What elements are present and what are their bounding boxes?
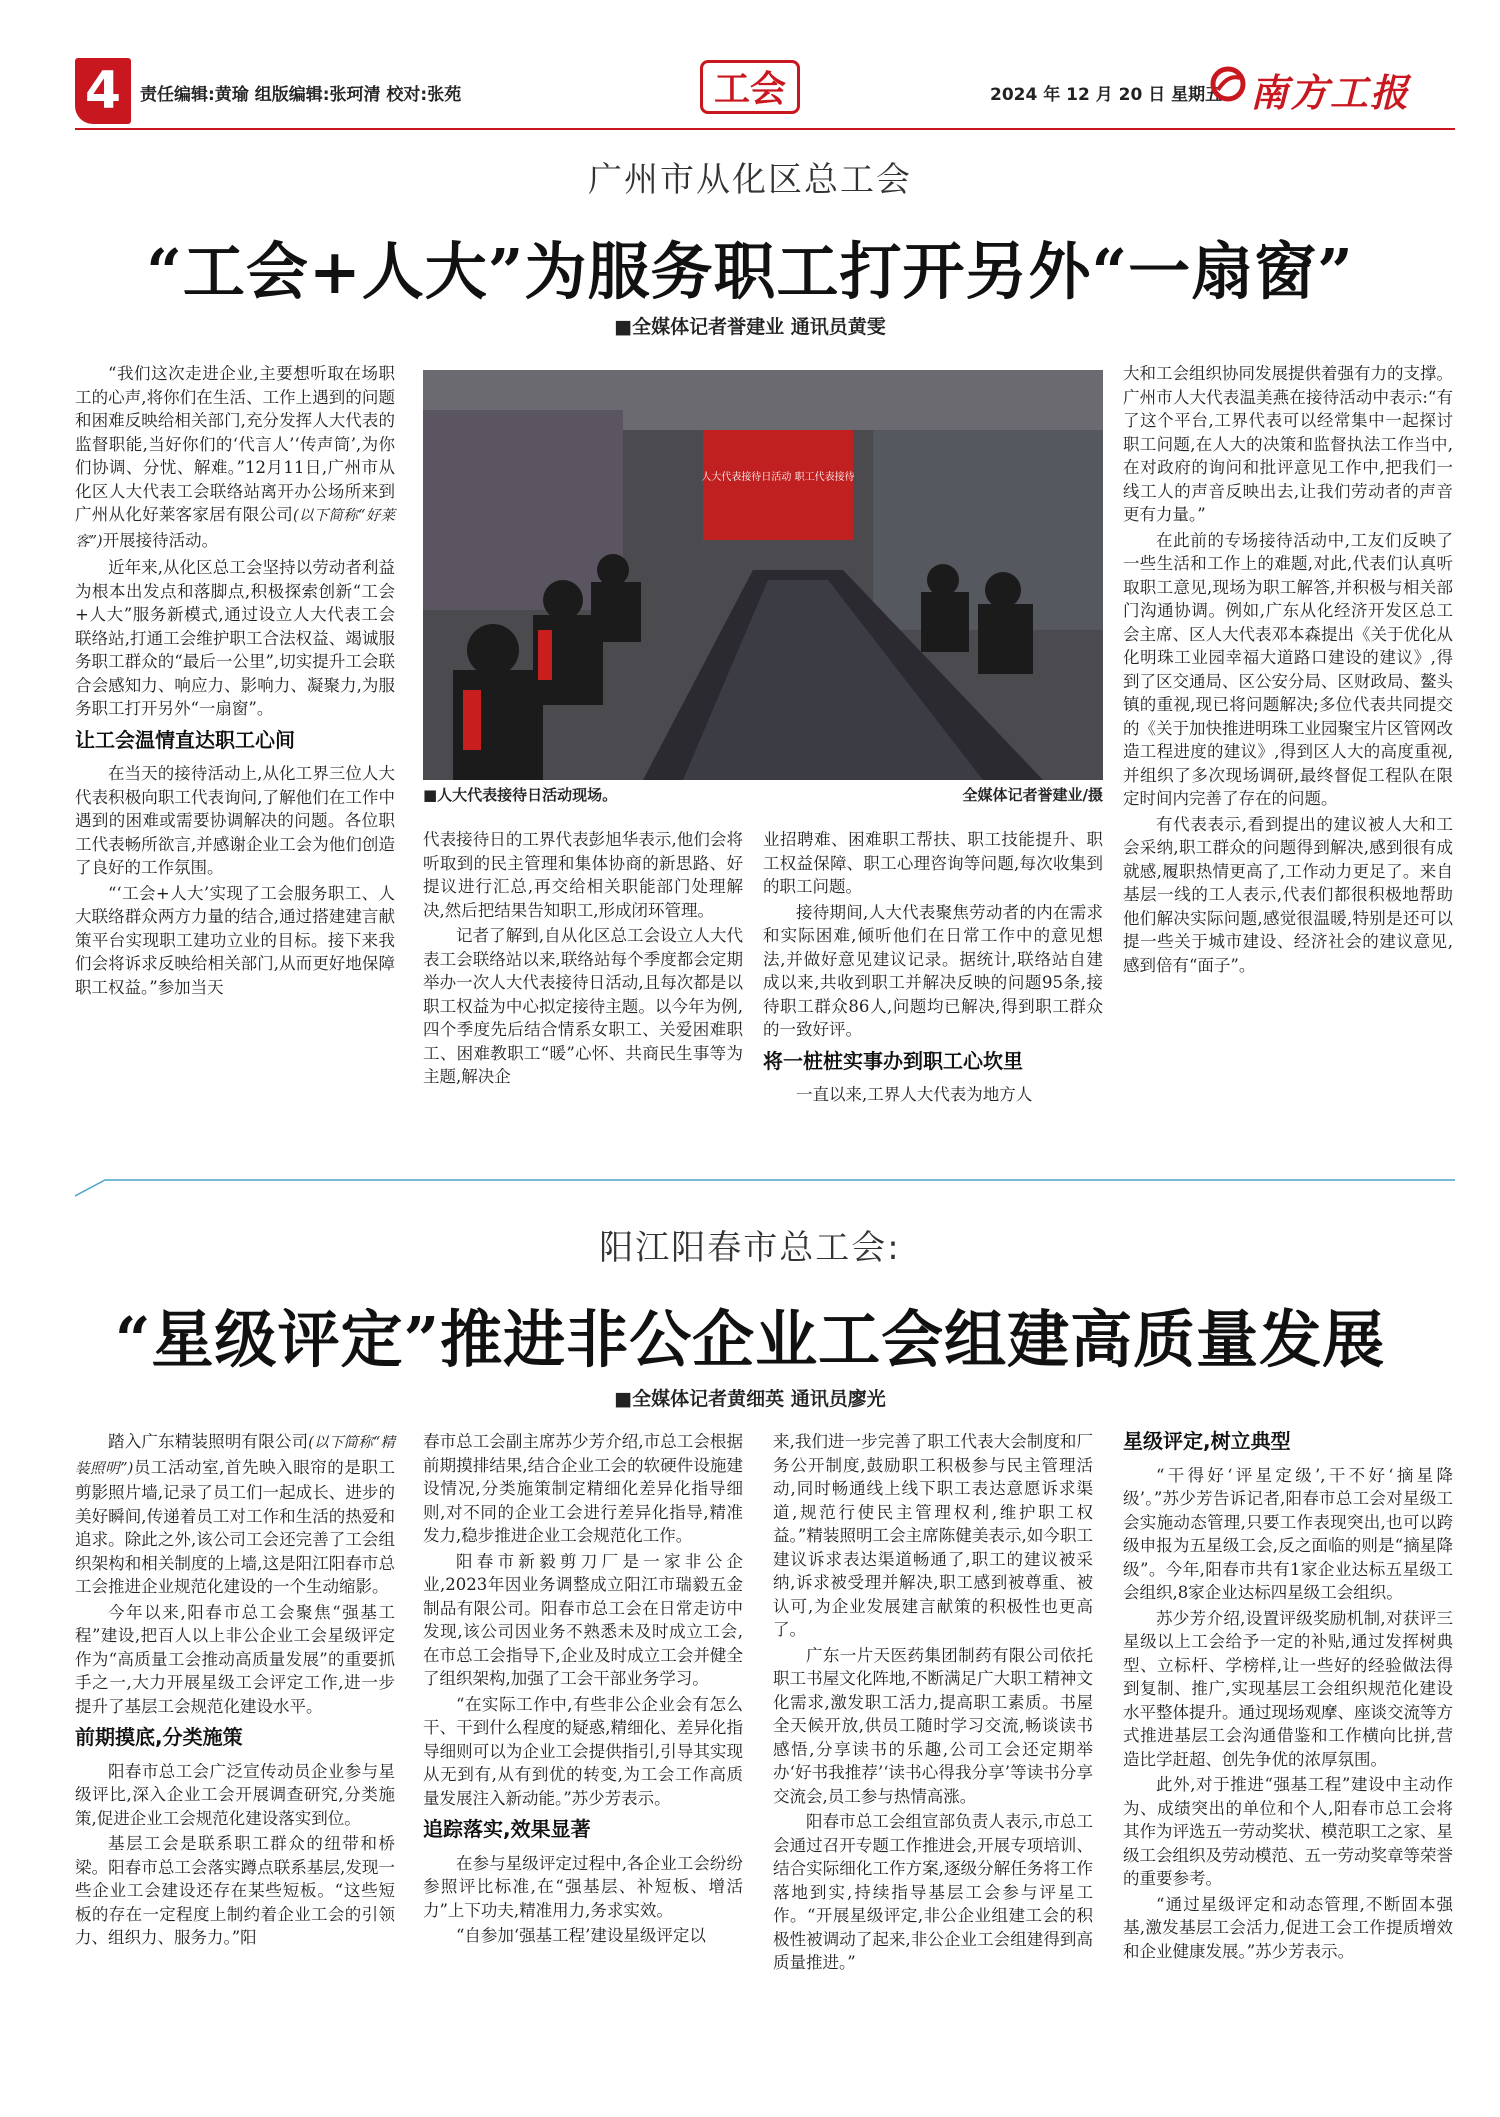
meeting-room-image — [423, 370, 1103, 780]
article2-subheading-2: 追踪落实,效果显著 — [423, 1817, 591, 1841]
header-rule — [75, 128, 1455, 130]
article2-column-2: 春市总工会副主席苏少芳介绍,市总工会根据前期摸排结果,结合企业工会的软硬件设施建设情况,分类施策制定精细化差异化指导细则,对不同的企业工会进行差异化指导,精准发力,稳步推进企业工会规范化工作。 阳春市新毅剪刀厂是一家非公企业,2023年因业务调整成立阳江市瑞毅五金制品有限公司。阳春市总工会在日常走访中发现,该公司因业务不熟悉未及时成立工会,在市总工会指导下,企业及时成立工会并健全了组织架构,加强了工会干部业务学习。 “在实际工作中,有些非公企业会有怎么干、干到什么程度的疑惑,精细化、差异化指导细则可以为企业工会提供指引,引导其实现从无到有,从有到优的转变,为工会工作高质量发展注入新动能。”苏少芳表示。 追踪落实,效果显著 在参与星级评定过程中,各企业工会纷纷参照评比标准,在“强基层、补短板、增活力”上下功夫,精准用力,务求实效。 “自参加‘强基工程’建设星级评定以 — [423, 1432, 743, 1945]
article2-subhead: 阳江阳春市总工会: — [599, 1228, 901, 1268]
photo-caption: ■人大代表接待日活动现场。 — [423, 786, 618, 804]
page-header — [0, 0, 1500, 130]
issue-date: 2024 年 12 月 20 日 星期五 — [990, 85, 1223, 105]
article1-byline: ■全媒体记者誉建业 通讯员黄雯 — [614, 316, 886, 338]
article1-subheading-1: 让工会温情直达职工心间 — [75, 727, 295, 752]
article1-photo — [423, 370, 1103, 780]
photo-banner-text: 人大代表接待日活动 职工代表接待 — [701, 472, 855, 483]
logo-swirl-icon — [1210, 66, 1246, 102]
article1-subheading-2: 将一桩桩实事办到职工心坎里 — [763, 1048, 1023, 1073]
article2-subheading-3: 星级评定,树立典型 — [1123, 1429, 1291, 1453]
editor-credits: 责任编辑:黄瑜 组版编辑:张珂清 校对:张苑 — [140, 85, 462, 105]
article2-column-3: 来,我们进一步完善了职工代表大会制度和厂务公开制度,鼓励职工积极参与民主管理活动,同时畅通线上线下职工表达意愿诉求渠道,规范行使民主管理权利,维护职工权益。”精装照明工会主席陈健美表示,如今职工建议诉求表达渠道畅通了,职工的建议被采纳,诉求被受理并解决,职工感到被尊重、被认可,为企业发展建言献策的积极性也更高了。 广东一片天医药集团制药有限公司依托职工书屋文化阵地,不断满足广大职工精神文化需求,激发职工活力,提高职工素质。书屋全天候开放,供员工随时学习交流,畅谈读书感悟,分享读书的乐趣,公司工会还定期举办‘好书我推荐’‘读书心得我分享’等读书分享交流会,员工参与热情高涨。 阳春市总工会组宣部负责人表示,市总工会通过召开专题工作推进会,开展专项培训、结合实际细化工作方案,逐级分解任务将工作落地到实,持续指导基层工会参与评星工作。“开展星级评定,非公企业组建工会的积极性被调动了起来,非公企业工会组建得到高质量推进。” — [773, 1432, 1093, 1972]
section-divider — [75, 1178, 1455, 1198]
article2-column-4: 星级评定,树立典型 “干得好‘评星定级’,干不好‘摘星降级’。”苏少芳告诉记者,阳春市总工会对星级工会实施动态管理,只要工作表现突出,也可以跨级申报为五星级工会,反之面临的则是“摘星降级”。今年,阳春市共有1家企业达标五星级工会组织,8家企业达标四星级工会组织。 苏少芳介绍,设置评级奖励机制,对获评三星级以上工会给予一定的补贴,通过发挥树典型、立标杆、学榜样,让一些好的经验做法得到复制、推广,实现基层工会组织规范化建设水平整体提升。通过现场观摩、座谈交流等方式推进基层工会沟通借鉴和工作横向比拼,营造比学赶超、创先争优的浓厚氛围。 此外,对于推进“强基工程”建设中主动作为、成绩突出的单位和个人,阳春市总工会将其作为评选五一劳动奖状、模范职工之家、星级工会组织及劳动模范、五一劳动奖章等荣誉的重要参考。 “通过星级评定和动态管理,不断固本强基,激发基层工会活力,促进工会工作提质增效和企业健康发展。”苏少芳表示。 — [1123, 1429, 1453, 1961]
article2-headline: “星级评定”推进非公企业工会组建高质量发展 — [114, 1303, 1386, 1376]
article1-subhead: 广州市从化区总工会 — [588, 160, 912, 200]
article1-column-2: 代表接待日的工界代表彭旭华表示,他们会将听取到的民主管理和集体协商的新思路、好提议进行汇总,再交给相关职能部门处理解决,然后把结果告知职工,形成闭环管理。 记者了解到,自从化区总工会设立人大代表工会联络站以来,联络站每个季度都会定期举办一次人大代表接待日活动,且每次都是以职工权益为中心拟定接待主题。以今年为例,四个季度先后结合情系女职工、关爱困难职工、困难教职工“暖”心怀、共商民生事等为主题,解决企 — [423, 830, 743, 1086]
article2-byline: ■全媒体记者黄细英 通讯员廖光 — [614, 1388, 886, 1410]
photo-credit: 全媒体记者誉建业/摄 — [962, 786, 1103, 804]
section-label: 工会 — [700, 60, 800, 114]
page-number: 4 — [75, 58, 131, 124]
newspaper-logo — [1210, 62, 1455, 115]
logo-text: 南方工报 — [1250, 70, 1411, 115]
article1-column-1: “我们这次走进企业,主要想听取在场职工的心声,将你们在生活、工作上遇到的问题和困难反映给相关部门,充分发挥人大代表的监督职能,当好你们的‘代言人’‘传声筒’,为你们协调、分忧、解难。”12月11日,广州市从化区人大代表工会联络站离开办公场所来到广州从化好莱客家居有限公司(以下简称“好莱客”)开展接待活动。 近年来,从化区总工会坚持以劳动者利益为根本出发点和落脚点,积极探索创新“工会+人大”服务新模式,通过设立人大代表工会联络站,打通工会维护职工合法权益、竭诚服务职工群众的“最后一公里”,切实提升工会联合会感知力、响应力、影响力、凝聚力,为服务职工打开另外“一扇窗”。 让工会温情直达职工心间 在当天的接待活动上,从化工界三位人大代表积极向职工代表询问,了解他们在工作中遇到的困难或需要协调解决的问题。各位职工代表畅所欲言,并感谢企业工会为他们创造了良好的工作氛围。 “‘工会+人大’实现了工会服务职工、人大联络群众两方力量的结合,通过搭建建言献策平台实现职工建功立业的目标。接下来我们会将诉求反映给相关部门,从而更好地保障职工权益。”参加当天 — [75, 364, 395, 997]
article1-column-3: 业招聘难、困难职工帮扶、职工技能提升、职工权益保障、职工心理咨询等问题,每次收集到的职工问题。 接待期间,人大代表聚焦劳动者的内在需求和实际困难,倾听他们在日常工作中的意见想法,并做好意见建议记录。据统计,联络站自建成以来,共收到职工并解决反映的问题95条,接待职工群众86人,问题均已解决,得到职工群众的一致好评。 将一桩桩实事办到职工心坎里 一直以来,工界人大代表为地方人 — [763, 830, 1103, 1104]
article1-headline: “工会+人大”为服务职工打开另外“一扇窗” — [146, 235, 1354, 308]
article2-column-1: 踏入广东精装照明有限公司(以下简称“精装照明”)员工活动室,首先映入眼帘的是职工剪影照片墙,记录了员工们一起成长、进步的美好瞬间,传递着员工对工作和生活的热爱和追求。除此之外,该公司工会还完善了工会组织架构和相关制度的上墙,这是阳江阳春市总工会推进企业规范化建设的一个生动缩影。 今年以来,阳春市总工会聚焦“强基工程”建设,把百人以上非公企业工会星级评定作为“高质量工会推动高质量发展”的重要抓手之一,大力开展星级工会评定工作,进一步提升了基层工会规范化建设水平。 前期摸底,分类施策 阳春市总工会广泛宣传动员企业参与星级评比,深入企业工会开展调查研究,分类施策,促进企业工会规范化建设落实到位。 基层工会是联系职工群众的纽带和桥梁。阳春市总工会落实蹲点联系基层,发现一些企业工会建设还存在某些短板。“这些短板的存在一定程度上制约着企业工会的引领力、组织力、服务力。”阳 — [75, 1432, 395, 1947]
article1-column-4: 大和工会组织协同发展提供着强有力的支撑。广州市人大代表温美燕在接待活动中表示:“有了这个平台,工界代表可以经常集中一起探讨职工问题,在人大的决策和监督执法工作当中,在对政府的询问和批评意见工作中,把我们一线工人的声音反映出去,让我们劳动者的声音更有力量。” 在此前的专场接待活动中,工友们反映了一些生活和工作上的难题,对此,代表们认真听取职工意见,现场为职工解答,并积极与相关部门沟通协调。例如,广东从化经济开发区总工会主席、区人大代表邓本森提出《关于优化从化明珠工业园幸福大道路口建设的建议》,得到了区交通局、区公安分局、区财政局、鳌头镇的重视,现已将问题解决;多位代表共同提交的《关于加快推进明珠工业园聚宝片区管网改造工程进度的建议》,得到区人大的高度重视,并组织了多次现场调研,最终督促工程队在限定时间内完善了存在的问题。 有代表表示,看到提出的建议被人大和工会采纳,职工群众的问题得到解决,感到很有成就感,履职热情更高了,工作动力更足了。来自基层一线的工人表示,代表们都很积极地帮助他们解决实际问题,感觉很温暖,特别是还可以提一些关于城市建设、经济社会的建议意见,感到倍有“面子”。 — [1123, 364, 1453, 975]
article2-subheading-1: 前期摸底,分类施策 — [75, 1725, 243, 1749]
